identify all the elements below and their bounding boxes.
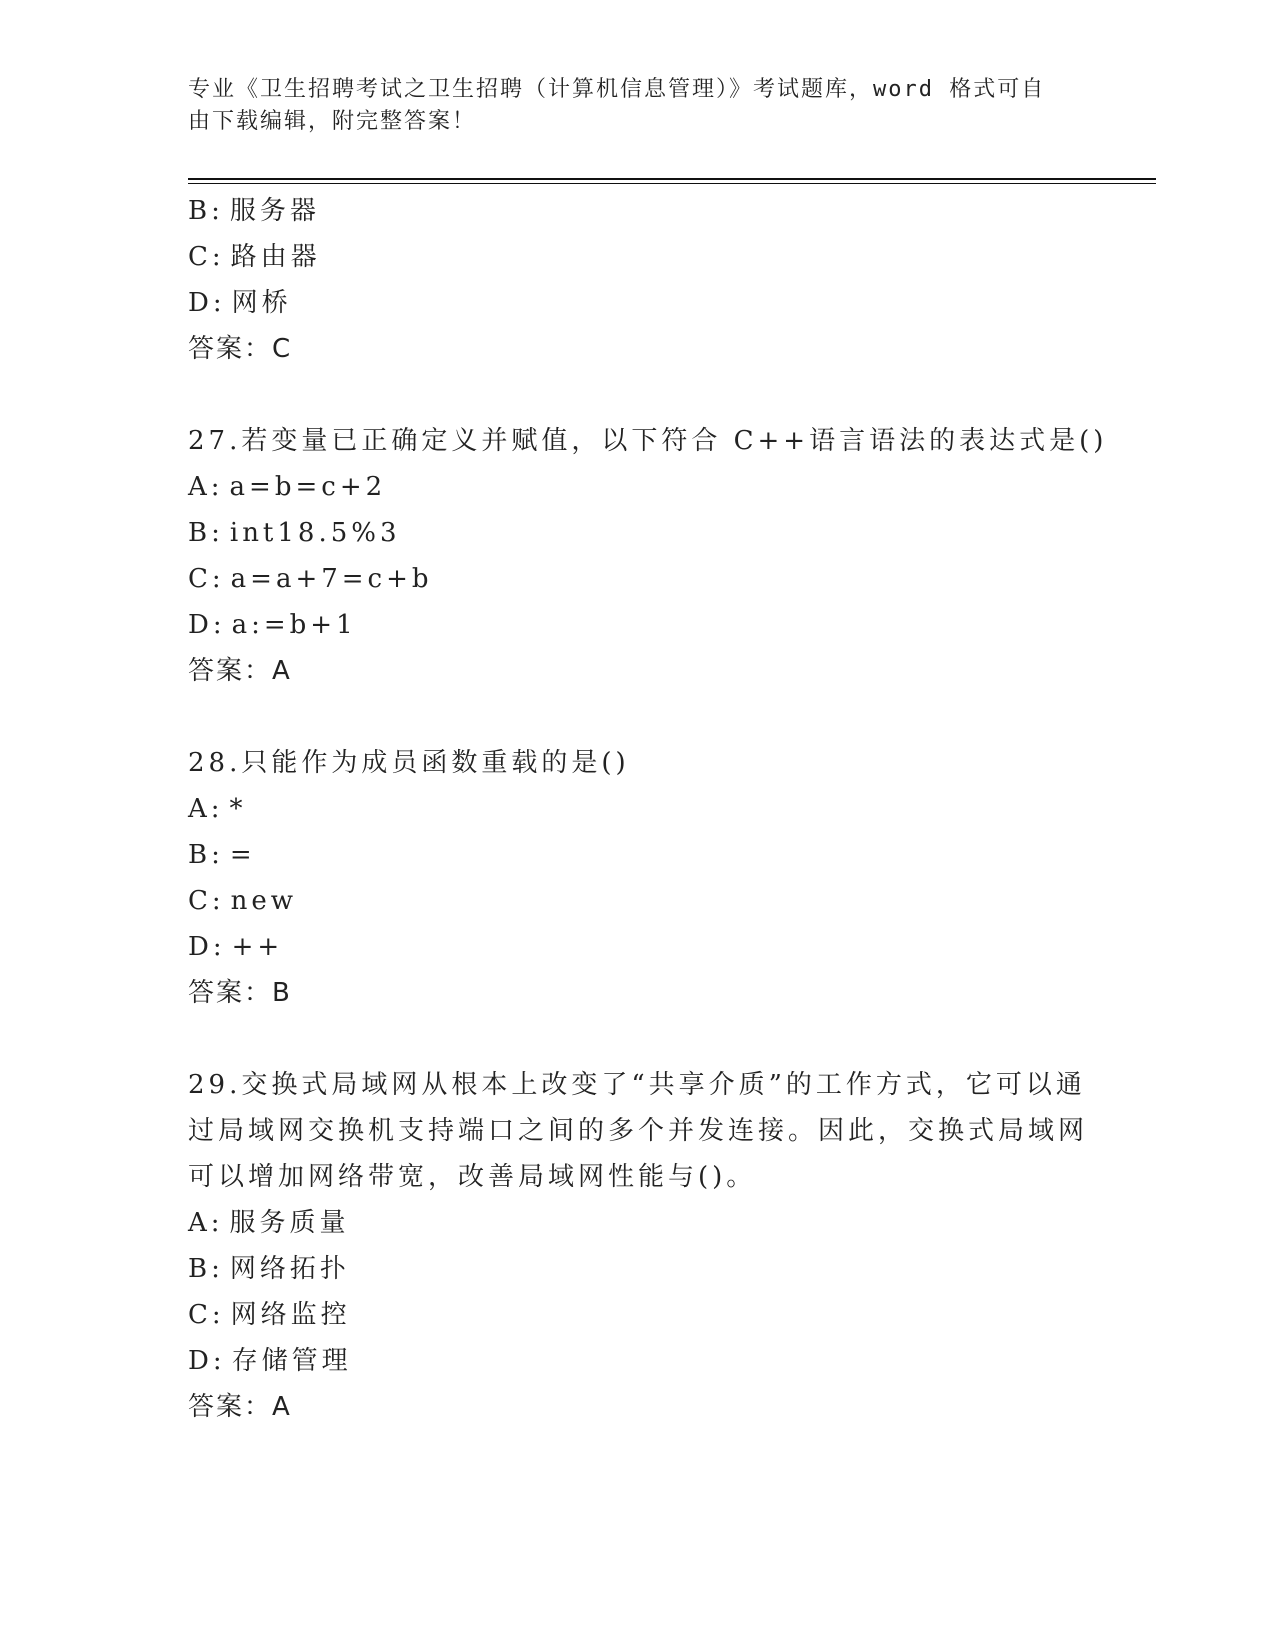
option-label: A: — [188, 1208, 224, 1238]
option-text: ++ — [231, 932, 284, 962]
option-label: D: — [188, 288, 226, 318]
option-label: D: — [188, 610, 226, 640]
header-divider-thin — [188, 183, 1156, 184]
option-text: 服务器 — [229, 196, 320, 226]
option-a — [188, 786, 1088, 832]
option-text: 服务质量 — [229, 1208, 350, 1238]
header-line-2: 由下载编辑，附完整答案！ — [188, 109, 477, 134]
option-label: B: — [188, 1254, 224, 1284]
answer-line: 答案：A — [188, 1392, 292, 1422]
answer-line: 答案：A — [188, 656, 292, 686]
option-label: C: — [188, 242, 225, 272]
option-c — [188, 878, 1088, 924]
option-d — [188, 1338, 1088, 1384]
option-d — [188, 924, 1088, 970]
question-28 — [188, 740, 1088, 1016]
option-text: 存储管理 — [231, 1346, 352, 1376]
option-d — [188, 602, 1088, 648]
answer-line: 答案：C — [188, 334, 293, 364]
header-divider-thick — [188, 178, 1156, 180]
option-text: * — [229, 794, 247, 824]
option-c — [188, 1292, 1088, 1338]
document-body — [188, 188, 1108, 1430]
option-b — [188, 832, 1088, 878]
option-text: a:=b+1 — [231, 610, 357, 640]
question-text-line-3: 可以增加网络带宽，改善局域网性能与()。 — [188, 1162, 757, 1192]
option-d — [188, 280, 1088, 326]
question-text-line-2: 过局域网交换机支持端口之间的多个并发连接。因此，交换式局域网 — [188, 1116, 1089, 1146]
answer-line: 答案：B — [188, 978, 292, 1008]
option-text: new — [230, 886, 298, 916]
option-a — [188, 464, 1088, 510]
option-text: a=a+7=c+b — [230, 564, 433, 594]
option-text: 网桥 — [231, 288, 292, 318]
question-27 — [188, 418, 1108, 694]
header-line-1: 专业《卫生招聘考试之卫生招聘（计算机信息管理）》考试题库，word 格式可自 — [188, 77, 1046, 102]
option-text: int18.5%3 — [229, 518, 401, 548]
option-label: B: — [188, 840, 224, 870]
option-c — [188, 556, 1088, 602]
option-label: D: — [188, 1346, 226, 1376]
option-b — [188, 188, 1088, 234]
question-text: 28.只能作为成员函数重载的是() — [188, 748, 630, 778]
option-label: A: — [188, 794, 224, 824]
option-label: C: — [188, 886, 225, 916]
question-29 — [188, 1062, 1088, 1430]
option-text: a=b=c+2 — [229, 472, 387, 502]
option-label: A: — [188, 472, 224, 502]
document-header — [188, 74, 1068, 138]
question-text: 27.若变量已正确定义并赋值，以下符合 C++语言语法的表达式是() — [188, 426, 1108, 456]
option-label: B: — [188, 196, 224, 226]
option-label: D: — [188, 932, 226, 962]
option-text: 网络拓扑 — [229, 1254, 350, 1284]
option-label: B: — [188, 518, 224, 548]
option-text: = — [229, 840, 256, 870]
option-b — [188, 510, 1088, 556]
option-label: C: — [188, 564, 225, 594]
option-text: 网络监控 — [230, 1300, 351, 1330]
option-label: C: — [188, 1300, 225, 1330]
question-26-tail — [188, 188, 1088, 372]
option-text: 路由器 — [230, 242, 321, 272]
question-text-line-1: 29.交换式局域网从根本上改变了“共享介质”的工作方式，它可以通 — [188, 1070, 1086, 1100]
option-b — [188, 1246, 1088, 1292]
option-c — [188, 234, 1088, 280]
option-a — [188, 1200, 1088, 1246]
